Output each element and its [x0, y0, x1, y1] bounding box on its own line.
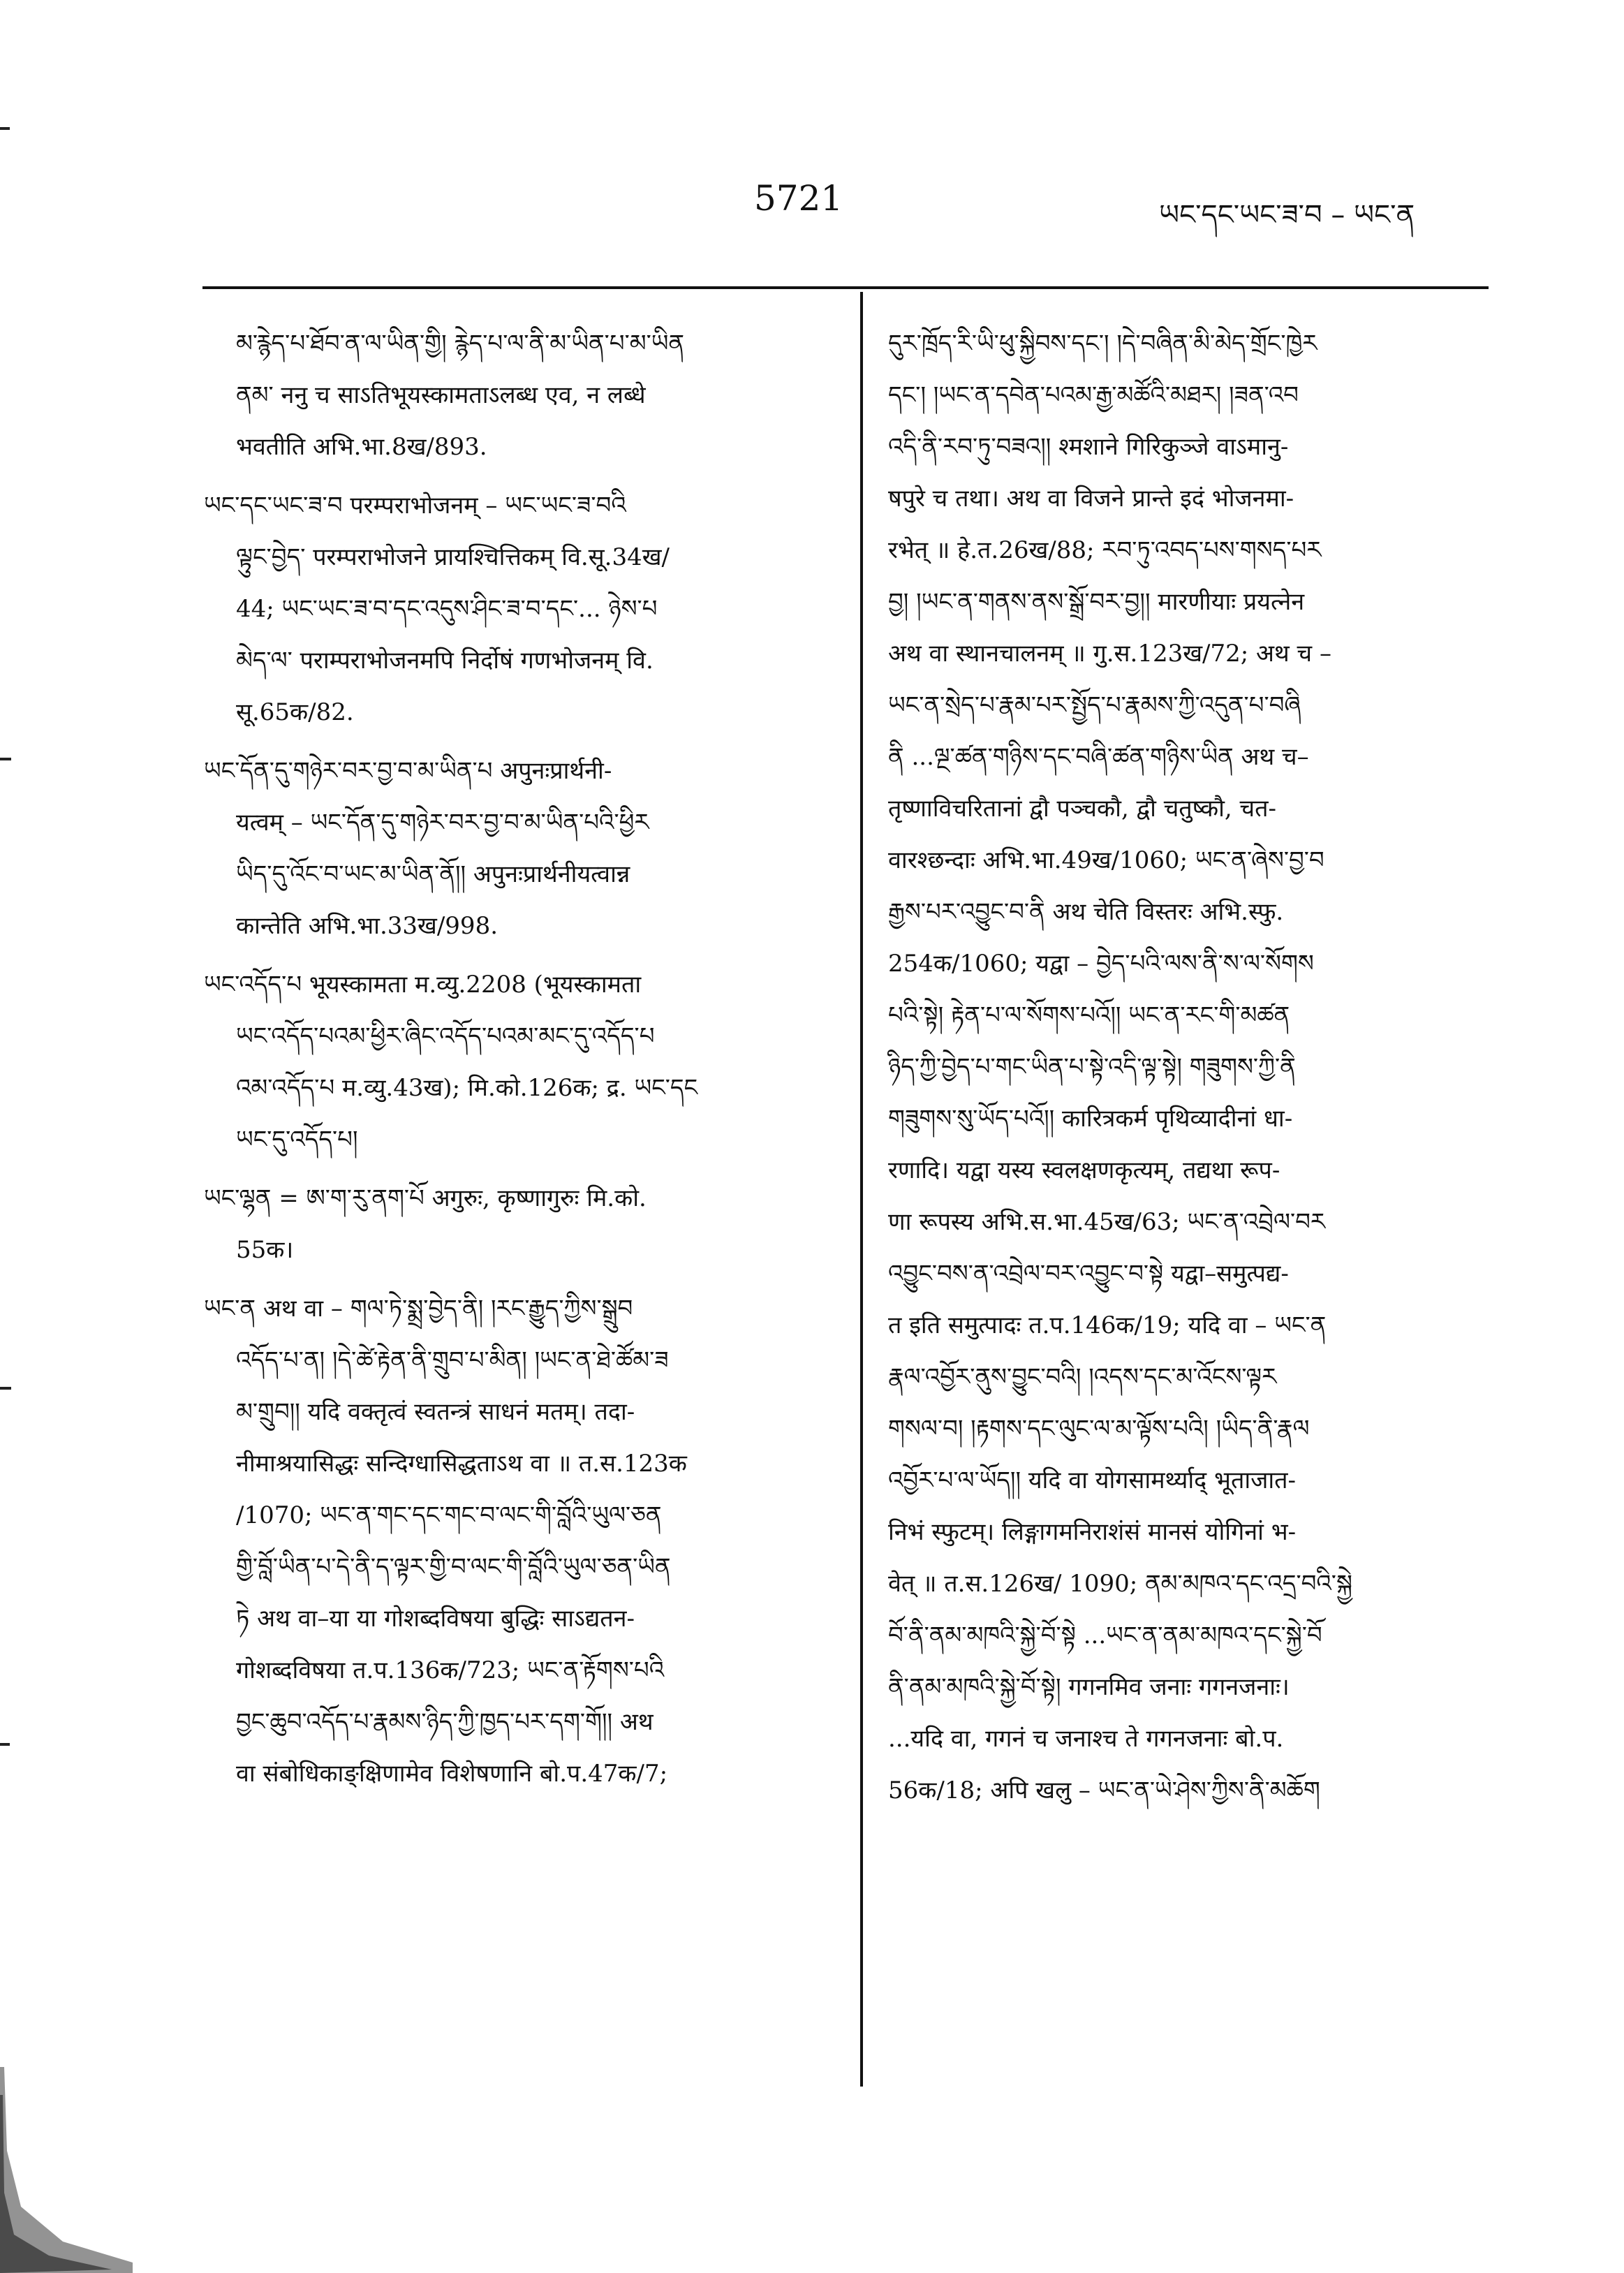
text-line: ཡང་དུ་འདོད་པ། [236, 1126, 358, 1154]
margin-mark [0, 1387, 11, 1390]
text-line: अथ वा स्थानचालनम् ॥ गु.स.123ख/72; अथ च – [888, 640, 1331, 668]
text-line: བྱ། །ཡང་ན་གནས་ནས་སྒྲོ་བར་བྱ།། मारणीयाः प्रयत्नेन [888, 588, 1305, 616]
entry-headword: ཡང་དོན་དུ་གཉེར་བར་བྱ་བ་མ་ཡིན་པ अपुनःप्रार्थनी- [204, 757, 612, 785]
text-line: མ་རྙེད་པ་ཐོབ་ན་ལ་ཡིན་གྱི། རྙེད་པ་ལ་ནི་མ་ཡིན་པ་མ་ཡིན [236, 330, 685, 358]
entry-headword: ཡང་ལྷན = ཨ་ག་རུ་ནག་པོ अगुरुः, कृष्णागुरुः मि.को. [204, 1184, 647, 1212]
text-line: དུར་ཁྲོད་རི་ཡི་ཕུ་སྐྱིབས་དང་། །དེ་བཞིན་མི་མེད་གྲོང་ཁྱེར [888, 330, 1317, 358]
text-line: ནི ...ལྔ་ཚན་གཉིས་དང་བཞི་ཚན་གཉིས་ཡིན अथ च– [888, 743, 1309, 771]
column-divider [860, 292, 863, 2087]
text-line: तृष्णाविचरितानां द्वौ पञ्चकौ, द्वौ चतुष्कौ, चत- [888, 795, 1277, 823]
text-line: འབྱོར་པ་ལ་ཡོད།། यदि वा योगसामर्थ्याद् भूताजात- [888, 1466, 1297, 1494]
text-line: भवतीति अभि.भा.8ख/893. [236, 433, 487, 461]
text-line: དང་། །ཡང་ན་དབེན་པའམ་རྒྱ་མཚོའི་མཐར། །ཟན་འབ [888, 381, 1299, 409]
text-line: षपुरे च तथा। अथ वा विजने प्रान्ते इदं भोजनमा- [888, 485, 1294, 513]
text-line: བོ་ནི་ནམ་མཁའི་སྐྱེ་བོ་སྟེ ...ཡང་ན་ནམ་མཁའ་དང་སྐྱེ་བོ [888, 1621, 1322, 1649]
text-line: रभेत् ॥ हे.त.26ख/88; རབ་ཏུ་འབད་པས་གསད་པར [888, 536, 1322, 564]
entry-headword: ཡང་དང་ཡང་ཟ་བ परम्पराभोजनम् – ཡང་ཡང་ཟ་བའི [204, 492, 626, 520]
text-line: 56क/18; अपि खलु – ཡང་ན་ཡེ་ཤེས་ཀྱིས་ནི་མཆོག [888, 1777, 1320, 1804]
text-line: वेत् ॥ त.स.126ख/ 1090; ནམ་མཁའ་དང་འདྲ་བའི་སྐྱེ [888, 1570, 1352, 1598]
text-line: यत्वम् – ཡང་དོན་དུ་གཉེར་བར་བྱ་བ་མ་ཡིན་པའི་ཕྱིར [236, 809, 649, 837]
text-line: गोशब्दविषया त.प.136क/723; ཡང་ན་རྟོགས་པའི [236, 1656, 665, 1684]
entry-headword: ཡང་འདོད་པ भूयस्कामता म.व्यु.2208 (भूयस्कामता [204, 971, 642, 999]
text-line: པའི་སྟེ། རྟེན་པ་ལ་སོགས་པའོ།། ཡང་ན་རང་གི་མཚན [888, 1001, 1290, 1029]
text-line: འདོད་པ་ན། །དེ་ཚེ་རྟེན་ནི་གྲུབ་པ་མིན། །ཡང་ན་ཐེ་ཚོམ་ཟ [236, 1346, 669, 1374]
text-line: འམ་འདོད་པ म.व्यु.43ख); मि.को.126क; द्र. ཡང་དང [236, 1074, 698, 1102]
text-line: ཡིད་དུ་འོང་བ་ཡང་མ་ཡིན་ནོ།། अपुनःप्रार्थनीयत्वान्न [236, 860, 630, 888]
page-number: 5721 [754, 178, 843, 219]
entry-headword: ཡང་ན अथ वा – གལ་ཏེ་སྨྲ་བྱེད་ནི། །རང་རྒྱུད་ཀྱིས་སྒྲུབ [204, 1295, 633, 1323]
text-line: གསལ་བ། །རྟགས་དང་ལུང་ལ་མ་ལྟོས་པའི། །ཡིད་ནི་རྣལ [888, 1415, 1310, 1443]
text-line: ནམ་ ननु च साऽतिभूयस्कामताऽलब्ध एव, न लब्धे [236, 381, 646, 409]
text-line: འདི་ནི་རབ་ཏུ་བཟའ།། श्मशाने गिरिकुञ्जे वाऽमानु- [888, 433, 1289, 461]
text-line: རྒྱས་པར་འབྱུང་བ་ནི अथ चेति विस्तरः अभि.स्फु. [888, 898, 1284, 926]
running-head: ཡང་དང་ཡང་ཟ་བ – ཡང་ན [1159, 199, 1415, 231]
scan-edge-shadow [0, 2067, 133, 2273]
text-line: वा संबोधिकाङ्क्षिणामेव विशेषणानि बो.प.47क/7; [236, 1760, 668, 1788]
text-line: ཏེ अथ वा–या या गोशब्दविषया बुद्धिः साऽद्यतन- [236, 1605, 635, 1633]
text-line: རྣལ་འབྱོར་ནུས་བྱུང་བའི། །འདས་དང་མ་འོངས་ལྟར [888, 1363, 1277, 1391]
header-rule [202, 286, 1489, 289]
text-line: णा रूपस्य अभि.स.भा.45ख/63; ཡང་ན་འབྲེལ་བར [888, 1208, 1326, 1236]
text-line: 55क। [236, 1236, 294, 1264]
text-line: ...यदि वा, गगनं च जनाश्च ते गगनजनाः बो.प. [888, 1725, 1284, 1753]
text-line: कान्तेति अभि.भा.33ख/998. [236, 912, 499, 940]
text-line: निभं स्फुटम्। लिङ्गागमनिराशंसं मानसं योगिनां भ- [888, 1518, 1297, 1546]
margin-mark [0, 1743, 10, 1746]
text-line: /1070; ཡང་ན་གང་དང་གང་བ་ལང་གི་བློའི་ཡུལ་ཅན [236, 1501, 662, 1529]
margin-mark [0, 758, 11, 760]
text-line: रणादि। यद्वा यस्य स्वलक्षणकृत्यम्, तद्यथा रूप- [888, 1156, 1280, 1184]
text-line: མ་གྲུབ།། यदि वक्तृत्वं स्वतन्त्रं साधनं मतम्। तदा- [236, 1398, 635, 1426]
text-line: ནི་ནམ་མཁའི་སྐྱེ་བོ་སྟེ། गगनमिव जनाः गगनजनाः। [888, 1673, 1290, 1701]
text-line: सू.65क/82. [236, 698, 354, 726]
text-line: ཡང་ན་སྲེད་པ་རྣམ་པར་སྤྱོད་པ་རྣམས་ཀྱི་འདུན་པ་བཞི [888, 691, 1301, 719]
margin-mark [0, 127, 10, 130]
text-line: त इति समुत्पादः त.प.146क/19; यदि वा – ཡང་ན [888, 1311, 1327, 1339]
text-line: ལྟུང་བྱེད་ परम्पराभोजने प्रायश्चित्तिकम् वि.सू.34ख/ [236, 543, 670, 571]
text-line: འབྱུང་བས་ན་འབྲེལ་བར་འབྱུང་བ་སྟེ यद्वा–समुत्पद्य- [888, 1260, 1289, 1288]
text-line: ཉིད་ཀྱི་བྱེད་པ་གང་ཡིན་པ་སྟེ་འདི་ལྟ་སྟེ། གཟུགས་ཀྱི་ནི [888, 1053, 1296, 1081]
text-line: གཟུགས་སུ་ཡོད་པའོ།། कारित्रकर्म पृथिव्यादीनां धा- [888, 1105, 1293, 1133]
text-line: 254क/1060; यद्वा – བྱེད་པའི་ལས་ནི་ས་ལ་སོགས [888, 950, 1314, 978]
text-line: མེད་ལ་ पराम्पराभोजनमपि निर्दोषं गणभोजनम् वि. [236, 647, 654, 675]
text-line: ཡང་འདོད་པའམ་ཕྱིར་ཞིང་འདོད་པའམ་མང་དུ་འདོད་པ [236, 1022, 655, 1050]
text-line: 44; ཡང་ཡང་ཟ་བ་དང་འདུས་ཤིང་ཟ་བ་དང་... ཉེས་པ [236, 595, 658, 623]
text-line: नीमाश्रयासिद्धः सन्दिग्धासिद्धताऽथ वा ॥ त.स.123क [236, 1450, 687, 1478]
text-line: བྱང་ཆུབ་འདོད་པ་རྣམས་ཉིད་ཀྱི་ཁྱད་པར་དག་གོ།། अथ [236, 1708, 654, 1736]
text-line: वारश्छन्दाः अभि.भा.49ख/1060; ཡང་ན་ཞེས་བྱ་བ [888, 846, 1324, 874]
text-line: གྱི་བློ་ཡིན་པ་དེ་ནི་ད་ལྟར་གྱི་བ་ལང་གི་བློའི་ཡུལ་ཅན་ཡིན [236, 1553, 671, 1581]
